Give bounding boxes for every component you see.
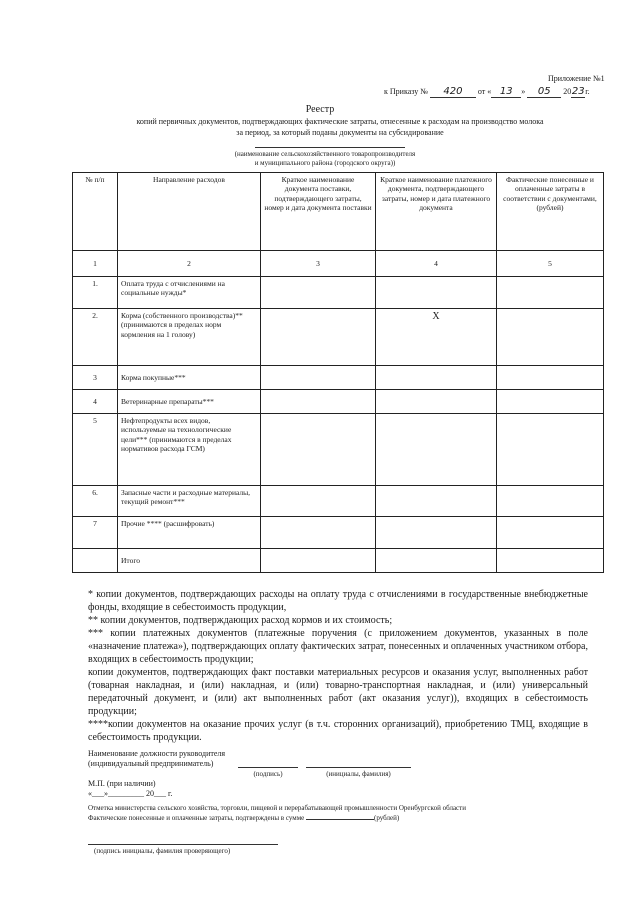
row-direction-total: Итого: [118, 549, 261, 573]
row-num: 7: [73, 517, 118, 549]
table-row: [73, 277, 604, 309]
producer-caption-1: (наименование сельскохозяйственного товаропроизводителя: [234, 150, 416, 158]
row-actual-cell[interactable]: [497, 309, 604, 366]
row-payment-cell[interactable]: [376, 517, 497, 549]
header-num: № п/п: [73, 173, 118, 251]
row-direction: Корма покупные***: [118, 366, 261, 390]
row-num: 2.: [73, 309, 118, 366]
confirmed-amount: [88, 814, 399, 822]
row-actual-cell[interactable]: [497, 277, 604, 309]
row-actual-cell[interactable]: [497, 366, 604, 390]
row-direction: Прочие **** (расшифровать): [118, 517, 261, 549]
table-row: [73, 309, 604, 366]
row-delivery-cell[interactable]: [261, 309, 376, 366]
head-title-2: (индивидуальный предприниматель): [88, 759, 214, 768]
header-direction: Направление расходов: [118, 173, 261, 251]
confirmed-suffix: (рублей): [374, 814, 400, 822]
row-actual-cell[interactable]: [497, 390, 604, 414]
header-actual: Фактические понесенные и оплаченные затраты в соответствии с документами, (рублей): [497, 173, 604, 251]
column-numbers-row: [73, 251, 604, 277]
column-number: 2: [118, 251, 261, 277]
footnote-4: копии документов, подтверждающих факт поставки материальных ресурсов и оказания услуг, выполненных работ (товарная накладная, и (или) накладная, и (или) товарно-транспортная накладная, и (или) универсальный передаточный документ, и (или) акт выполненных работ (акт оказания услуг)), входящих в себестоимость продукции;: [88, 667, 588, 717]
row-direction: Ветеринарные препараты***: [118, 390, 261, 414]
row-payment-cell[interactable]: [376, 390, 497, 414]
order-year-prefix: 20: [563, 87, 572, 96]
confirmed-amount-field[interactable]: [306, 819, 374, 820]
row-num: 4: [73, 390, 118, 414]
document-period: за период, за который поданы документы на субсидирование: [236, 128, 444, 137]
producer-name-line: [255, 147, 405, 148]
order-month: 05: [527, 86, 561, 98]
order-day: 13: [491, 86, 521, 98]
registry-table: [72, 172, 604, 573]
name-caption: (инициалы, фамилия): [326, 770, 391, 778]
confirmed-prefix: Фактические понесенные и оплаченные затраты, подтверждены в сумме: [88, 814, 305, 822]
head-title-1: Наименование должности руководителя: [88, 749, 226, 758]
table-row: [73, 517, 604, 549]
row-payment-cell[interactable]: [376, 486, 497, 517]
row-delivery-cell[interactable]: [261, 366, 376, 390]
row-direction: Оплата труда с отчислениями на социальные нужды*: [118, 277, 261, 309]
header-delivery: Краткое наименование документа поставки, подтверждающего затраты, номер и дата документа поставки: [261, 173, 376, 251]
row-delivery-cell[interactable]: [261, 414, 376, 486]
order-reference: [384, 86, 590, 98]
order-number: 420: [430, 86, 476, 98]
order-quote-close: »: [521, 87, 526, 96]
row-delivery-cell[interactable]: [261, 277, 376, 309]
footnote-3: *** копии платежных документов (платежные поручения (с приложением документов, указанных в поле «назначение платежа»), подтверждающих оплату фактических затрат, понесенных и оплаченных участником отбора, входящих в себестоимость продукции;: [88, 628, 588, 665]
row-actual-cell[interactable]: [497, 486, 604, 517]
row-direction: Запасные части и расходные материалы, текущий ремонт***: [118, 486, 261, 517]
row-delivery-cell[interactable]: [261, 549, 376, 573]
row-actual-cell[interactable]: [497, 549, 604, 573]
document-title: Реестр: [305, 104, 335, 115]
row-payment-cell[interactable]: [376, 277, 497, 309]
row-num: 3: [73, 366, 118, 390]
row-actual-cell[interactable]: [497, 414, 604, 486]
column-number: 4: [376, 251, 497, 277]
signature-line[interactable]: [238, 767, 298, 768]
signature-caption: (подпись): [253, 770, 283, 778]
row-delivery-cell[interactable]: [261, 390, 376, 414]
date-line[interactable]: «___»_________ 20___ г.: [88, 789, 173, 798]
table-total-row: [73, 549, 604, 573]
header-payment: Краткое наименование платежного документа, подтверждающего затраты, номер и дата платежного документа: [376, 173, 497, 251]
table-row: [73, 486, 604, 517]
row-direction: Нефтепродукты всех видов, используемые на технологические цели*** (принимаются в пределах нормативов расхода ГСМ): [118, 414, 261, 486]
stamp-label: М.П. (при наличии): [88, 779, 156, 788]
table-header-row: [73, 173, 604, 251]
table-row: [73, 414, 604, 486]
order-prefix: к Приказу №: [384, 87, 428, 96]
name-line[interactable]: [306, 767, 411, 768]
footnote-1: * копии документов, подтверждающих расходы на оплату труда с отчислениями в государственные внебюджетные фонды, входящие в себестоимость продукции,: [88, 589, 588, 613]
table-row: [73, 366, 604, 390]
order-from: от «: [477, 87, 492, 96]
row-payment-cell[interactable]: [376, 549, 497, 573]
appendix-label: Приложение №1: [548, 74, 605, 83]
checker-caption: (подпись инициалы, фамилия проверяющего): [94, 847, 231, 855]
row-num: 1.: [73, 277, 118, 309]
checker-signature-line[interactable]: [88, 844, 278, 845]
row-num: 5: [73, 414, 118, 486]
order-year-end: г.: [585, 87, 590, 96]
row-delivery-cell[interactable]: [261, 486, 376, 517]
row-payment-cell-mark[interactable]: Х: [376, 309, 497, 366]
footnote-2: ** копии документов, подтверждающих расход кормов и их стоимость;: [88, 615, 393, 626]
row-num: [73, 549, 118, 573]
row-num: 6.: [73, 486, 118, 517]
column-number: 5: [497, 251, 604, 277]
ministry-note: Отметка министерства сельского хозяйства, торговли, пищевой и перерабатывающей промышленности Оренбургской области: [88, 804, 466, 812]
row-actual-cell[interactable]: [497, 517, 604, 549]
table-row: [73, 390, 604, 414]
document-subtitle: копий первичных документов, подтверждающих фактические затраты, отнесенные к расходам на производство молока: [136, 117, 544, 126]
order-year-suffix: 23: [571, 86, 585, 97]
footnotes: [88, 588, 588, 744]
producer-caption-2: и муниципального района (городского округа)): [254, 159, 396, 167]
row-delivery-cell[interactable]: [261, 517, 376, 549]
row-direction: Корма (собственного производства)** (принимаются в пределах норм кормления на 1 голову): [118, 309, 261, 366]
row-payment-cell[interactable]: [376, 414, 497, 486]
column-number: 3: [261, 251, 376, 277]
footnote-5: ****копии документов на оказание прочих услуг (в т.ч. сторонних организаций), приобретению ТМЦ, входящие в себестоимость продукции.: [88, 719, 588, 743]
column-number: 1: [73, 251, 118, 277]
row-payment-cell[interactable]: [376, 366, 497, 390]
